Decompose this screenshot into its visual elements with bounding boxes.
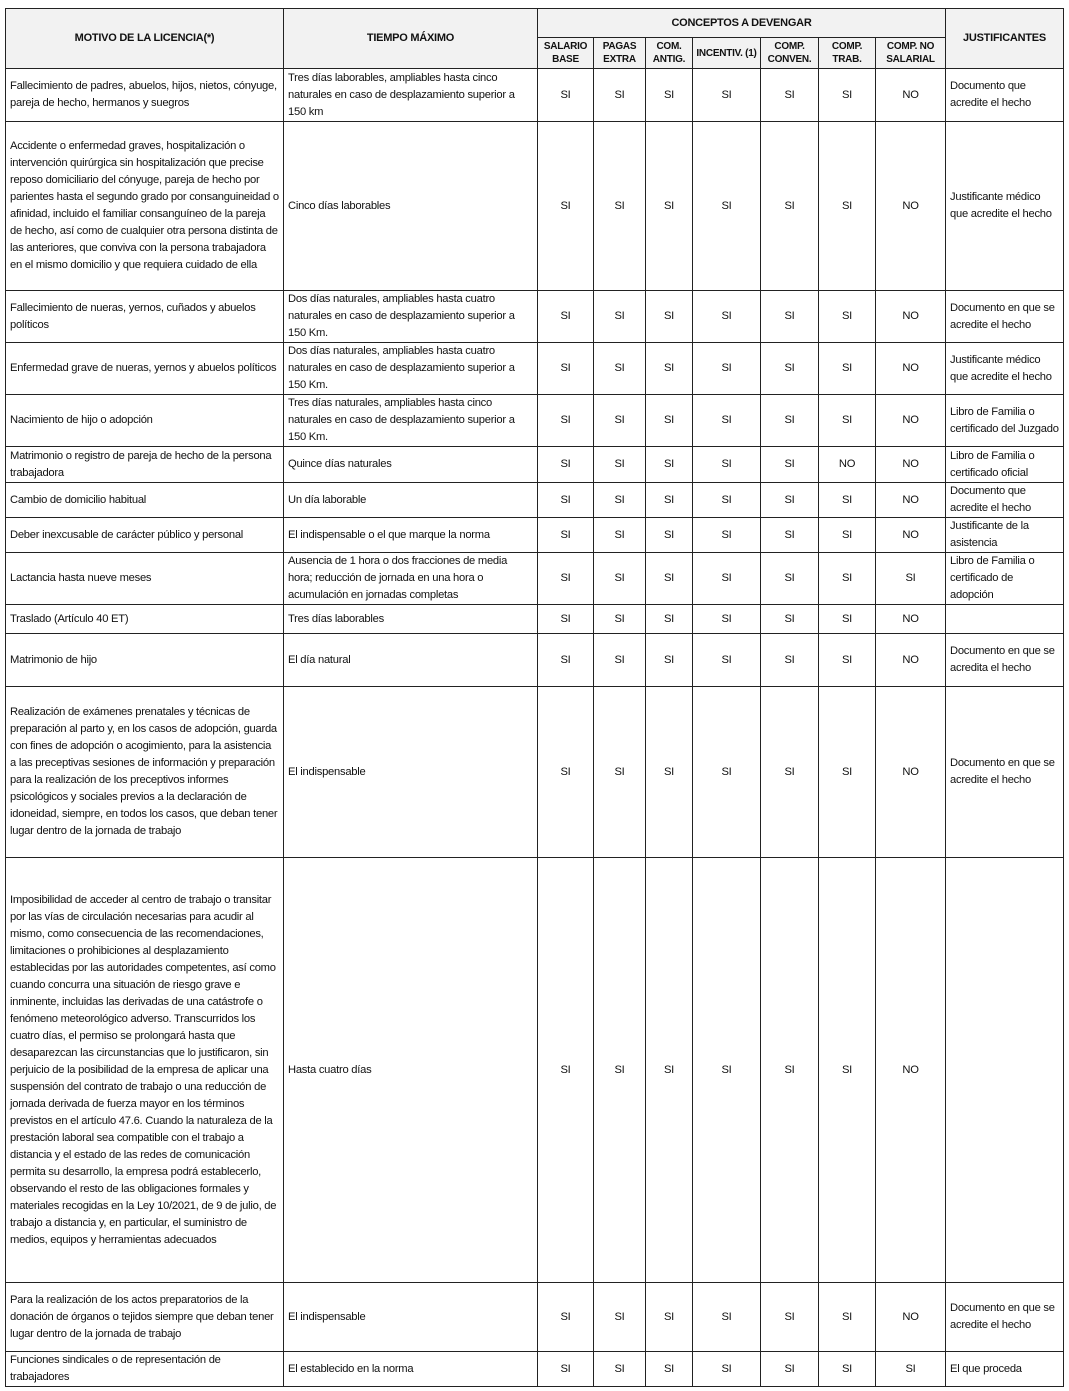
concepto-cell: SI (761, 447, 819, 483)
concepto-cell: SI (594, 605, 646, 634)
concepto-cell: SI (761, 605, 819, 634)
concepto-cell: SI (594, 687, 646, 858)
concepto-cell: SI (646, 122, 693, 291)
motivo-cell: Fallecimiento de padres, abuelos, hijos, nietos, cónyuge, pareja de hecho, hermanos y suegros (6, 69, 284, 122)
concepto-cell: NO (876, 634, 946, 687)
concepto-cell: SI (819, 553, 876, 605)
header-sub-5: COMP. TRAB. (819, 38, 876, 69)
tiempo-cell: Cinco días laborables (284, 122, 538, 291)
concepto-cell: SI (594, 858, 646, 1283)
concepto-cell: SI (761, 122, 819, 291)
concepto-cell: SI (646, 518, 693, 553)
motivo-cell: Cambio de domicilio habitual (6, 483, 284, 518)
tiempo-cell: Tres días laborables, ampliables hasta cinco naturales en caso de desplazamiento superior a 150 km (284, 69, 538, 122)
concepto-cell: SI (646, 634, 693, 687)
concepto-cell: SI (761, 1283, 819, 1352)
concepto-cell: SI (594, 483, 646, 518)
concepto-cell: SI (693, 122, 761, 291)
concepto-cell: SI (693, 447, 761, 483)
header-sub-2: COM. ANTIG. (646, 38, 693, 69)
concepto-cell: SI (646, 1352, 693, 1387)
concepto-cell: SI (646, 343, 693, 395)
tiempo-cell: El indispensable (284, 687, 538, 858)
concepto-cell: SI (594, 447, 646, 483)
concepto-cell: SI (761, 69, 819, 122)
table-row (6, 1352, 1064, 1387)
concepto-cell: SI (646, 483, 693, 518)
concepto-cell: SI (538, 858, 594, 1283)
tiempo-cell: Dos días naturales, ampliables hasta cuatro naturales en caso de desplazamiento superior a 150 Km. (284, 291, 538, 343)
concepto-cell: SI (646, 291, 693, 343)
concepto-cell: SI (819, 291, 876, 343)
concepto-cell: SI (594, 122, 646, 291)
licencias-table (5, 8, 1064, 1387)
concepto-cell: SI (538, 687, 594, 858)
table-row (6, 553, 1064, 605)
table-row (6, 122, 1064, 291)
concepto-cell: SI (538, 483, 594, 518)
concepto-cell: SI (819, 634, 876, 687)
concepto-cell: SI (693, 553, 761, 605)
concepto-cell: SI (693, 1283, 761, 1352)
concepto-cell: SI (693, 483, 761, 518)
concepto-cell: NO (876, 447, 946, 483)
motivo-cell: Fallecimiento de nueras, yernos, cuñados y abuelos políticos (6, 291, 284, 343)
concepto-cell: SI (693, 687, 761, 858)
concepto-cell: SI (761, 1352, 819, 1387)
concepto-cell: SI (693, 605, 761, 634)
concepto-cell: SI (538, 1283, 594, 1352)
concepto-cell: SI (646, 687, 693, 858)
concepto-cell: SI (819, 1352, 876, 1387)
justificante-cell: Libro de Familia o certificado oficial (946, 447, 1064, 483)
concepto-cell: SI (538, 447, 594, 483)
motivo-cell: Lactancia hasta nueve meses (6, 553, 284, 605)
concepto-cell: SI (876, 1352, 946, 1387)
motivo-cell: Enfermedad grave de nueras, yernos y abuelos políticos (6, 343, 284, 395)
justificante-cell: Documento en que se acredite el hecho (946, 1283, 1064, 1352)
justificante-cell: Libro de Familia o certificado del Juzgado (946, 395, 1064, 447)
table-row (6, 605, 1064, 634)
motivo-cell: Imposibilidad de acceder al centro de trabajo o transitar por las vías de circulación necesarias para acudir al mismo, como consecuencia de las recomendaciones, limitaciones o prohibiciones al desplazamiento establecidas por las autoridades competentes, así como cuando concurra una situación de riesgo grave e inminente, incluidas las derivadas de una catástrofe o fenómeno meteorológico adverso. Transcurridos los cuatro días, el permiso se prolongará hasta que desaparezcan las circunstancias que lo justificaron, sin perjuicio de la posibilidad de la empresa de aplicar una suspensión del contrato de trabajo o una reducción de jornada derivada de fuerza mayor en los términos previstos en el artículo 47.6. Cuando la naturaleza de la prestación laboral sea compatible con el trabajo a distancia y el estado de las redes de comunicación permita su desarrollo, la empresa podrá establecerlo, observando el resto de las obligaciones formales y materiales recogidas en la Ley 10/2021, de 9 de julio, de trabajo a distancia y, en particular, el suministro de medios, equipos y herramientas adecuados (6, 858, 284, 1283)
concepto-cell: SI (594, 553, 646, 605)
motivo-cell: Deber inexcusable de carácter público y personal (6, 518, 284, 553)
tiempo-cell: Hasta cuatro días (284, 858, 538, 1283)
concepto-cell: SI (538, 605, 594, 634)
header-conceptos: CONCEPTOS A DEVENGAR (538, 9, 946, 38)
justificante-cell: El que proceda (946, 1352, 1064, 1387)
concepto-cell: SI (761, 343, 819, 395)
concepto-cell: SI (594, 343, 646, 395)
concepto-cell: SI (646, 605, 693, 634)
table-row (6, 291, 1064, 343)
concepto-cell: SI (693, 343, 761, 395)
concepto-cell: SI (693, 1352, 761, 1387)
concepto-cell: SI (646, 447, 693, 483)
concepto-cell: SI (538, 634, 594, 687)
concepto-cell: SI (538, 1352, 594, 1387)
concepto-cell: SI (876, 553, 946, 605)
concepto-cell: SI (594, 518, 646, 553)
header-sub-3: INCENTIV. (1) (693, 38, 761, 69)
header-sub-0: SALARIO BASE (538, 38, 594, 69)
tiempo-cell: El establecido en la norma (284, 1352, 538, 1387)
concepto-cell: SI (538, 291, 594, 343)
motivo-cell: Realización de exámenes prenatales y técnicas de preparación al parto y, en los casos de adopción, guarda con fines de adopción o acogimiento, para la asistencia a las preceptivas sesiones de información y preparación para la realización de los preceptivos informes psicológicos y sociales previos a la declaración de idoneidad, siempre, en todos los casos, que deban tener lugar dentro de la jornada de trabajo (6, 687, 284, 858)
table-row (6, 518, 1064, 553)
justificante-cell: Libro de Familia o certificado de adopción (946, 553, 1064, 605)
justificante-cell: Documento en que se acredite el hecho (946, 687, 1064, 858)
concepto-cell: SI (594, 395, 646, 447)
concepto-cell: NO (819, 447, 876, 483)
header-sub-1: PAGAS EXTRA (594, 38, 646, 69)
table-row (6, 634, 1064, 687)
concepto-cell: SI (594, 1283, 646, 1352)
motivo-cell: Para la realización de los actos preparatorios de la donación de órganos o tejidos siempre que deban tener lugar dentro de la jornada de trabajo (6, 1283, 284, 1352)
motivo-cell: Matrimonio de hijo (6, 634, 284, 687)
concepto-cell: SI (594, 291, 646, 343)
justificante-cell: Justificante médico que acredite el hecho (946, 343, 1064, 395)
concepto-cell: SI (819, 395, 876, 447)
concepto-cell: NO (876, 291, 946, 343)
concepto-cell: SI (594, 1352, 646, 1387)
concepto-cell: NO (876, 605, 946, 634)
table-row (6, 1283, 1064, 1352)
tiempo-cell: El día natural (284, 634, 538, 687)
motivo-cell: Funciones sindicales o de representación de trabajadores (6, 1352, 284, 1387)
concepto-cell: SI (646, 553, 693, 605)
concepto-cell: NO (876, 518, 946, 553)
concepto-cell: SI (761, 553, 819, 605)
concepto-cell: SI (819, 687, 876, 858)
tiempo-cell: Tres días laborables (284, 605, 538, 634)
concepto-cell: SI (693, 634, 761, 687)
justificante-cell: Documento que acredite el hecho (946, 483, 1064, 518)
concepto-cell: SI (761, 634, 819, 687)
concepto-cell: SI (819, 1283, 876, 1352)
table-row (6, 395, 1064, 447)
concepto-cell: SI (819, 483, 876, 518)
concepto-cell: NO (876, 483, 946, 518)
tiempo-cell: El indispensable (284, 1283, 538, 1352)
concepto-cell: SI (761, 518, 819, 553)
concepto-cell: SI (761, 395, 819, 447)
motivo-cell: Nacimiento de hijo o adopción (6, 395, 284, 447)
concepto-cell: SI (646, 69, 693, 122)
justificante-cell: Documento que acredite el hecho (946, 69, 1064, 122)
concepto-cell: SI (594, 69, 646, 122)
concepto-cell: SI (819, 69, 876, 122)
justificante-cell: Documento en que se acredita el hecho (946, 634, 1064, 687)
concepto-cell: SI (819, 343, 876, 395)
motivo-cell: Accidente o enfermedad graves, hospitalización o intervención quirúrgica sin hospitalización que precise reposo domiciliario del cónyuge, pareja de hecho por parientes hasta el segundo grado por consanguineidad o afinidad, incluido el familiar consanguíneo de la pareja de hecho, así como de cualquier otra persona distinta de las anteriores, que conviva con la persona trabajadora en el mismo domicilio y que requiera cuidado de ella (6, 122, 284, 291)
tiempo-cell: Quince días naturales (284, 447, 538, 483)
concepto-cell: NO (876, 343, 946, 395)
concepto-cell: SI (819, 858, 876, 1283)
concepto-cell: NO (876, 687, 946, 858)
concepto-cell: NO (876, 395, 946, 447)
concepto-cell: SI (693, 518, 761, 553)
tiempo-cell: Tres días naturales, ampliables hasta cinco naturales en caso de desplazamiento superior a 150 Km. (284, 395, 538, 447)
header-motivo: MOTIVO DE LA LICENCIA(*) (6, 9, 284, 69)
concepto-cell: SI (693, 858, 761, 1283)
tiempo-cell: Un día laborable (284, 483, 538, 518)
tiempo-cell: El indispensable o el que marque la norma (284, 518, 538, 553)
concepto-cell: SI (538, 343, 594, 395)
table-row (6, 858, 1064, 1283)
justificante-cell: Justificante de la asistencia (946, 518, 1064, 553)
concepto-cell: SI (538, 518, 594, 553)
concepto-cell: SI (538, 122, 594, 291)
concepto-cell: SI (819, 518, 876, 553)
tiempo-cell: Ausencia de 1 hora o dos fracciones de media hora; reducción de jornada en una hora o acumulación en jornadas completas (284, 553, 538, 605)
concepto-cell: SI (761, 483, 819, 518)
motivo-cell: Matrimonio o registro de pareja de hecho de la persona trabajadora (6, 447, 284, 483)
concepto-cell: SI (538, 395, 594, 447)
table-row (6, 687, 1064, 858)
concepto-cell: SI (538, 69, 594, 122)
justificante-cell: Documento en que se acredite el hecho (946, 291, 1064, 343)
concepto-cell: SI (761, 858, 819, 1283)
concepto-cell: SI (761, 291, 819, 343)
concepto-cell: SI (693, 69, 761, 122)
concepto-cell: SI (538, 553, 594, 605)
concepto-cell: NO (876, 858, 946, 1283)
justificante-cell: Justificante médico que acredite el hecho (946, 122, 1064, 291)
concepto-cell: SI (761, 687, 819, 858)
concepto-cell: NO (876, 69, 946, 122)
concepto-cell: SI (646, 858, 693, 1283)
tiempo-cell: Dos días naturales, ampliables hasta cuatro naturales en caso de desplazamiento superior a 150 Km. (284, 343, 538, 395)
concepto-cell: NO (876, 1283, 946, 1352)
header-justificantes: JUSTIFICANTES (946, 9, 1064, 69)
justificante-cell (946, 858, 1064, 1283)
concepto-cell: NO (876, 122, 946, 291)
table-row (6, 343, 1064, 395)
concepto-cell: SI (693, 291, 761, 343)
table-row (6, 483, 1064, 518)
concepto-cell: SI (646, 395, 693, 447)
concepto-cell: SI (819, 605, 876, 634)
justificante-cell (946, 605, 1064, 634)
header-sub-6: COMP. NO SALARIAL (876, 38, 946, 69)
header-tiempo: TIEMPO MÁXIMO (284, 9, 538, 69)
concepto-cell: SI (646, 1283, 693, 1352)
concepto-cell: SI (819, 122, 876, 291)
header-sub-4: COMP. CONVEN. (761, 38, 819, 69)
table-row (6, 69, 1064, 122)
table-row (6, 447, 1064, 483)
concepto-cell: SI (693, 395, 761, 447)
concepto-cell: SI (594, 634, 646, 687)
motivo-cell: Traslado (Artículo 40 ET) (6, 605, 284, 634)
